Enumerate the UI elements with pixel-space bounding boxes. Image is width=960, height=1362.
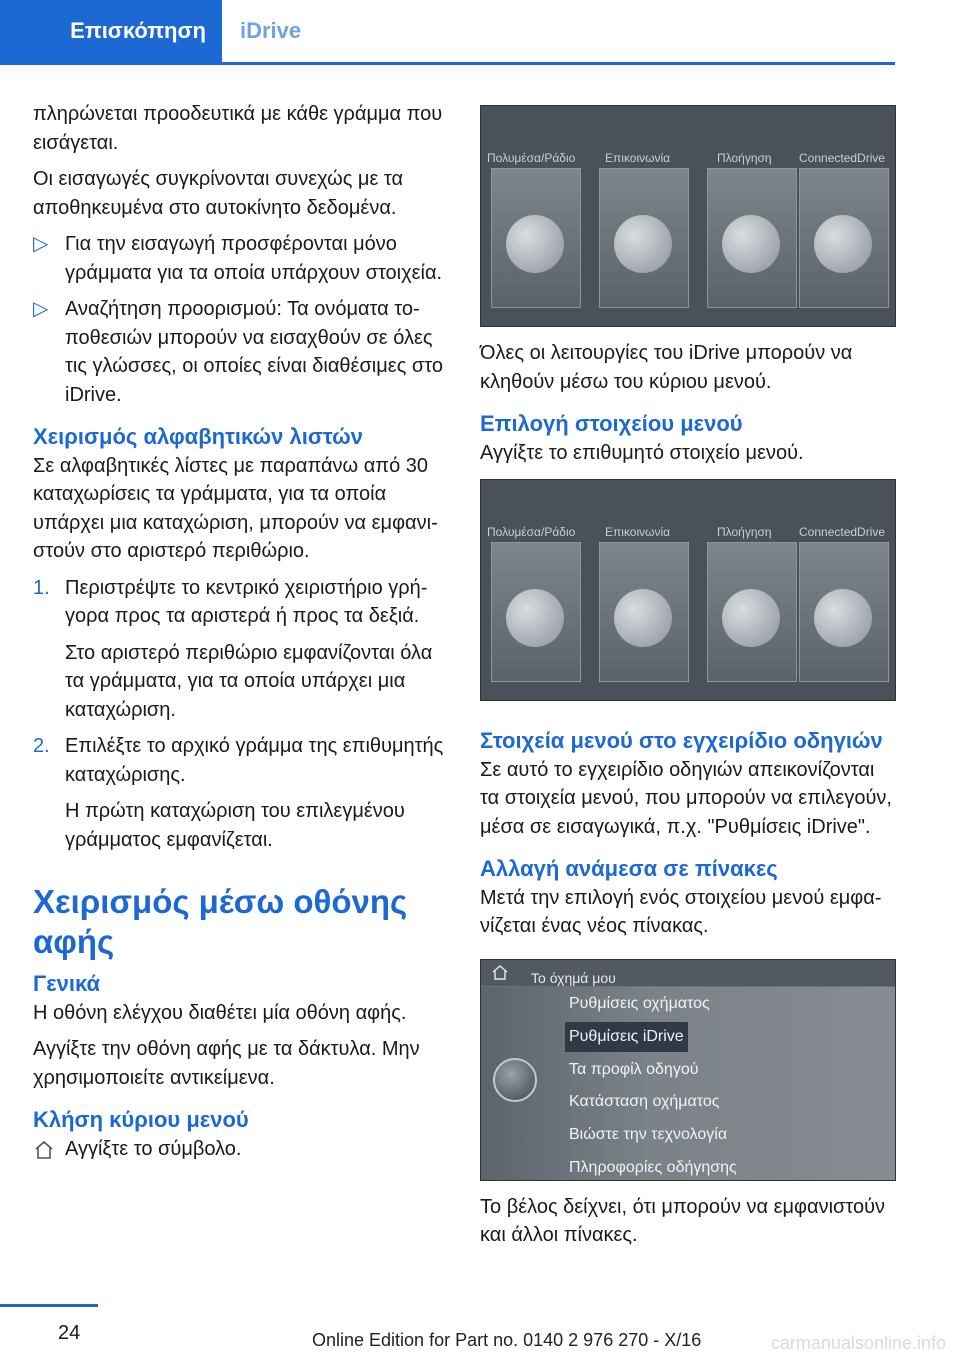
tab-idrive[interactable]: iDrive (240, 18, 302, 43)
menu-item-selected[interactable]: Ρυθμίσεις iDrive (565, 1022, 688, 1053)
bluetooth-icon (506, 589, 564, 647)
triangle-bullet-icon: ▷ (33, 233, 49, 255)
heading-switch-panels: Αλλαγή ανάμεσα σε πίνακες (480, 856, 778, 881)
controller-icon (493, 1058, 537, 1102)
paragraph: πληρώνεται προοδευτικά με κάθε γράμμα που εισάγεται. (33, 103, 443, 154)
map-icon (722, 215, 780, 273)
connecteddrive-tile (799, 168, 889, 308)
connecteddrive-tile (799, 542, 889, 682)
tile-label: Πλοήγηση (717, 151, 772, 165)
phone-icon (614, 215, 672, 273)
step-subtext: Στο αριστερό περιθώριο εμφανίζονται όλα τα γράμματα, για τα οποία υπάρχει μια καταχώριση. (65, 641, 433, 721)
step-item (33, 732, 453, 789)
paragraph: Σε αυτό το εγχειρίδιο οδηγιών απεικονίζονται τα στοιχεία μενού, που μπορούν να επιλεγούν, μέσα σε εισαγωγικά, π.χ. "Ρυθμίσεις iDrive". (480, 758, 892, 838)
right-column (480, 105, 896, 1258)
bluetooth-tile (491, 168, 581, 308)
menu-item[interactable]: Τα προφίλ οδηγού (569, 1060, 699, 1078)
step-number: 2. (33, 735, 50, 757)
tile-label: Επικοινωνία (605, 525, 671, 539)
paragraph: Οι εισαγωγές συγκρίνονται συνεχώς με τα αποθηκευμένα στο αυτοκίνητο δεδομένα. (33, 168, 404, 219)
list-item (33, 230, 453, 287)
settings-menu-screenshot (480, 959, 896, 1181)
footer-edition: Online Edition for Part no. 0140 2 976 270 - X/16 (312, 1330, 702, 1350)
tile-label: Πολυμέσα/Ράδιο (487, 525, 576, 539)
main-menu-screenshot (480, 105, 896, 327)
footer-accent-line (0, 1304, 98, 1307)
left-column (33, 100, 453, 1171)
phone-icon (614, 589, 672, 647)
home-icon (491, 964, 509, 982)
list-item-text: Αναζήτηση προορισμού: Τα ονόματα τοποθεσιών μπορούν να εισαχθούν σε όλες τις γλώσσες, οι οποίες είναι διαθέσιμες στο iDrive. (65, 298, 443, 406)
heading-manual-items: Στοιχεία μενού στο εγχειρίδιο οδηγιών (480, 728, 883, 753)
paragraph: Αγγίξτε την οθόνη αφής με τα δάκτυλα. Μην χρησιμοποιείτε αντικείμενα. (33, 1038, 420, 1089)
step-text: Επιλέξτε το αρχικό γράμμα της επιθυμητής καταχώρισης. (65, 735, 444, 786)
menu-item[interactable]: Βιώστε την τεχνολογία (569, 1125, 728, 1143)
menu-item[interactable]: Κατάσταση οχήματος (569, 1092, 720, 1110)
step-number: 1. (33, 576, 50, 599)
list-item (33, 295, 453, 409)
page-number: 24 (58, 1322, 81, 1344)
map-icon (722, 589, 780, 647)
list-item-text: Για την εισαγωγή προσφέρονται μόνο γράμματα για τα οποία υπάρχουν στοιχεία. (65, 233, 443, 284)
menu-item[interactable]: Ρυθμίσεις οχήματος (569, 994, 710, 1012)
paragraph (33, 1135, 453, 1164)
paragraph: Σε αλφαβητικές λίστες με παραπάνω από 30 καταχωρίσεις τα γράμματα, για τα οποία υπάρχει μια καταχώριση, μπορούν να εμφανιστούν στο αριστερό περιθώριο. (33, 454, 438, 562)
heading-touchscreen: Χειρισμός μέσω οθόνης αφής (33, 883, 408, 960)
header-tabs (0, 0, 895, 65)
triangle-bullet-icon: ▷ (33, 298, 49, 320)
paragraph: Όλες οι λειτουργίες του iDrive μπορούν να κληθούν μέσω του κύριου μενού. (480, 342, 853, 393)
main-menu-screenshot-2 (480, 479, 896, 701)
globe-icon (814, 215, 872, 273)
step-subtext: Η πρώτη καταχώριση του επιλεγμένου γράμματος εμφανίζεται. (65, 800, 405, 851)
phone-tile (599, 168, 689, 308)
tile-label: Επικοινωνία (605, 151, 671, 165)
heading-main-menu: Κλήση κύριου μενού (33, 1107, 249, 1132)
menu-item[interactable]: Πληροφορίες οδήγησης (569, 1158, 737, 1176)
tile-label: Πλοήγηση (717, 525, 772, 539)
paragraph: Η οθόνη ελέγχου διαθέτει μία οθόνη αφής. (33, 1001, 407, 1024)
paragraph: Το βέλος δείχνει, ότι μπορούν να εμφανιστούν και άλλοι πίνακες. (480, 1195, 886, 1246)
tab-overview[interactable]: Επισκόπηση (0, 0, 222, 62)
globe-icon (814, 589, 872, 647)
paragraph: Μετά την επιλογή ενός στοιχείου μενού εμφανίζεται ένας νέος πίνακας. (480, 886, 882, 937)
heading-alphabetic-lists: Χειρισμός αλφαβητικών λιστών (33, 424, 363, 449)
watermark: carmanualsonline.info (770, 1333, 946, 1353)
bluetooth-icon (506, 215, 564, 273)
menu-title-bar (481, 960, 895, 987)
home-icon (33, 1139, 55, 1161)
heading-general: Γενικά (33, 971, 101, 996)
main-menu-instruction: Αγγίξτε το σύμβολο. (65, 1137, 242, 1160)
tile-label: ConnectedDrive (799, 525, 886, 539)
heading-select-item: Επιλογή στοιχείου μενού (480, 411, 743, 436)
step-item (33, 574, 453, 631)
paragraph: Αγγίξτε το επιθυμητό στοιχείο μενού. (480, 441, 804, 464)
tile-label: ConnectedDrive (799, 151, 886, 165)
tile-label: Πολυμέσα/Ράδιο (487, 151, 576, 165)
navigation-tile (707, 168, 797, 308)
navigation-tile (707, 542, 797, 682)
bluetooth-tile (491, 542, 581, 682)
menu-title: Το όχημά μου (531, 969, 616, 986)
phone-tile (599, 542, 689, 682)
step-text: Περιστρέψτε το κεντρικό χειριστήριο γρήγορα προς τα αριστερά ή προς τα δεξιά. (65, 576, 428, 627)
